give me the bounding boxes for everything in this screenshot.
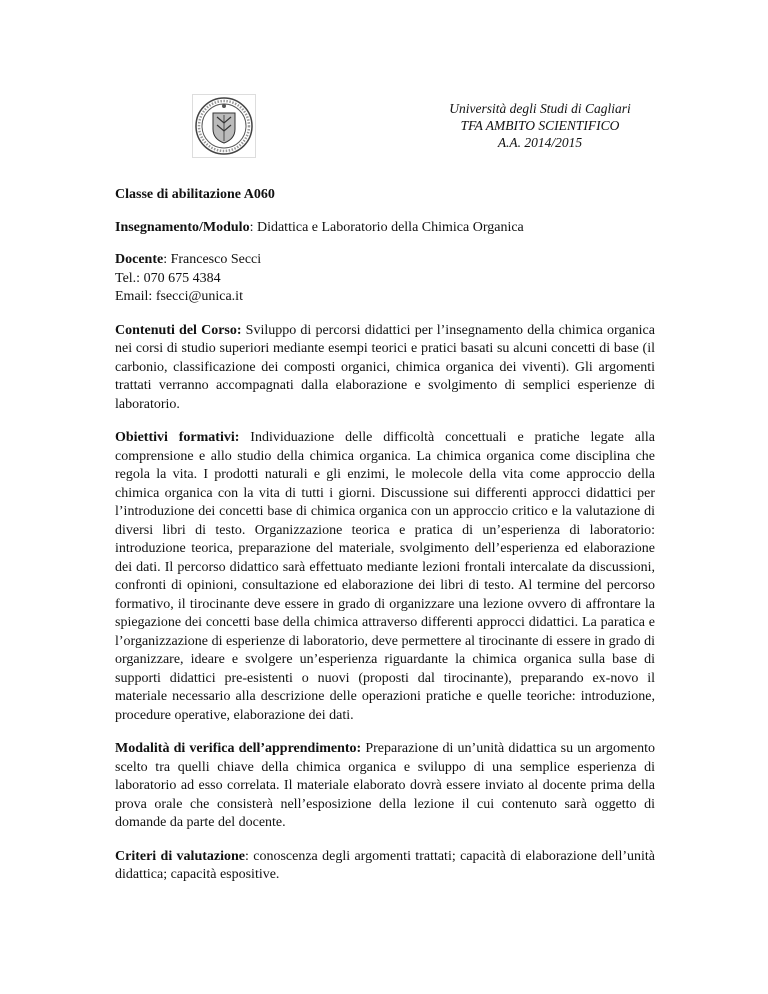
program-name: TFA AMBITO SCIENTIFICO (460, 118, 620, 133)
insegnamento-value: : Didattica e Laboratorio della Chimica Organica (249, 219, 524, 235)
contenuti-label: Contenuti del Corso: (115, 322, 242, 338)
contenuti-paragraph (115, 322, 655, 415)
modalita-text: Preparazione di un’unità didattica su un argomento scelto tra quelli chiave della chimica organica e sviluppo di una semplice esperienza di laboratorio ad esso correlata. Il materiale elaborato dovrà essere inviato al docente prima della prova orale che consisterà nell’esposizione della lezione il cui contenuto sarà oggetto di domande da parte del docente. (115, 741, 655, 830)
docente-label: Docente (115, 252, 164, 267)
insegnamento-line (115, 219, 655, 238)
classe-heading: Classe di abilitazione A060 (115, 187, 275, 202)
university-header (400, 100, 680, 151)
document-body (115, 186, 655, 885)
academic-year: A.A. 2014/2015 (497, 135, 583, 150)
university-name: Università degli Studi di Cagliari (449, 101, 631, 116)
contenuti-text: Sviluppo di percorsi didattici per l’insegnamento della chimica organica nei corsi di studio superiori mediante esempi teorici e pratici basati su alcuni concetti di base (il carbonio, classificazione dei composti organici, chimica organica dei viventi). Gli argomenti trattati verranno accompagnati dalla elaborazione e svolgimento di semplici esperienze di laboratorio. (115, 322, 655, 412)
obiettivi-text: Individuazione delle difficoltà concettuali e pratiche legate alla comprensione e allo studio della chimica organica. La chimica organica come disciplina che regola la vita. I prodotti naturali e gli enzimi, le molecole della vita come approccio della chimica organica con la vita di tutti i giorni. Discussione sui differenti approcci didattici per l’introduzione dei concetti base di chimica organica con un approccio critico e la valutazione di diversi libri di testo. Organizzazione teorica e pratica di un’esperienza di laboratorio: introduzione teorica, preparazione del materiale, svolgimento dell’esperienza ed elaborazione dei dati. Il percorso didattico sarà effettuato mediante lezioni frontali intercalate da discussioni, confronti di opinioni, consultazione ed elaborazione dei libri di testo. Al termine del percorso formativo, il tirocinante deve essere in grado di organizzare una lezione ovvero di affrontare la spiegazione dei concetti base della chimica attraverso differenti approcci didattici. La paratica e l’organizzazione di esperienze di laboratorio, deve permettere al tirocinante di essere in grado di organizzare, ideare e svolgere un’esperienza riguardante la chimica organica sulla base di supporti didattici pre-esistenti o nuovi (proposti dal tirocinante), preparando ex-novo il materiale necessario alla descrizione delle operazioni pratiche e quelle teoriche: introduzione, procedure operative, elaborazione dei dati. (115, 430, 655, 723)
criteri-text: : conoscenza degli argomenti trattati; capacità di elaborazione dell’unità didattica; capacità espositive. (115, 848, 656, 882)
docente-tel: Tel.: 070 675 4384 (115, 270, 221, 286)
modalita-label: Modalità di verifica dell’apprendimento: (115, 741, 362, 756)
docente-line (115, 251, 655, 270)
docente-email: Email: fsecci@unica.it (115, 289, 243, 304)
obiettivi-label: Obiettivi formativi: (115, 430, 240, 445)
docente-value: : Francesco Secci (163, 252, 262, 267)
criteri-label: Criteri di valutazione (115, 848, 246, 864)
criteri-paragraph (115, 848, 655, 885)
insegnamento-label: Insegnamento/Modulo (115, 219, 250, 235)
university-seal-icon (192, 94, 256, 158)
seal-graphic (193, 95, 255, 157)
modalita-paragraph (115, 740, 655, 833)
obiettivi-paragraph (115, 429, 655, 725)
